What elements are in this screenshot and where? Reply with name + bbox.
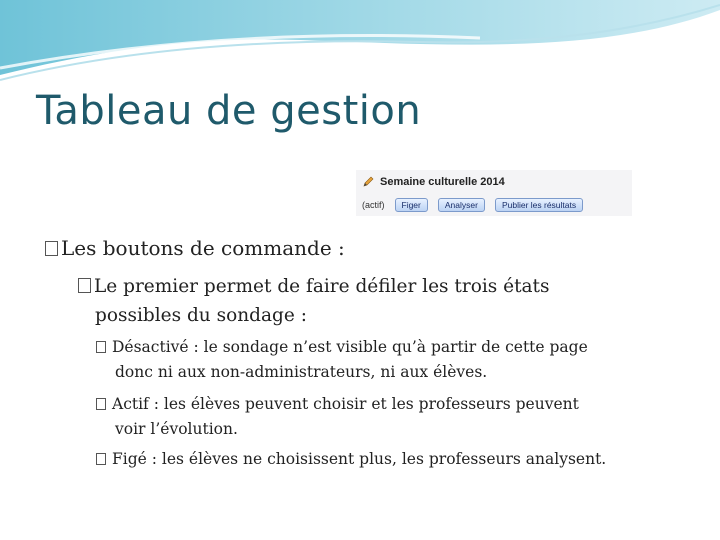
poll-controls bbox=[362, 198, 583, 212]
bullet-1-text: Les boutons de commande : bbox=[61, 236, 345, 260]
bullet-1 bbox=[45, 236, 345, 260]
bullet-3-text-line1: Désactivé : le sondage n’est visible qu’à partir de cette page bbox=[112, 338, 588, 356]
bullet-2-text-line2: possibles du sondage : bbox=[95, 305, 307, 326]
bullet-5 bbox=[96, 450, 606, 468]
square-bullet-icon bbox=[78, 278, 91, 293]
slide-title: Tableau de gestion bbox=[36, 88, 422, 134]
bullet-3-text-line2: donc ni aux non-administrateurs, ni aux élèves. bbox=[115, 363, 488, 381]
publish-results-button[interactable]: Publier les résultats bbox=[495, 198, 583, 212]
square-bullet-icon bbox=[96, 453, 106, 465]
poll-status: (actif) bbox=[362, 200, 385, 210]
poll-title-row bbox=[362, 174, 505, 190]
bullet-5-text: Figé : les élèves ne choisissent plus, les professeurs analysent. bbox=[112, 450, 607, 468]
header-wave-decoration bbox=[0, 0, 720, 90]
bullet-4-text-line1: Actif : les élèves peuvent choisir et les professeurs peuvent bbox=[112, 395, 579, 413]
bullet-4-text-line2: voir l’évolution. bbox=[115, 420, 238, 438]
square-bullet-icon bbox=[96, 398, 106, 410]
bullet-2 bbox=[78, 276, 549, 297]
admin-screenshot bbox=[356, 170, 632, 216]
square-bullet-icon bbox=[96, 341, 106, 353]
bullet-4 bbox=[96, 395, 579, 413]
freeze-button[interactable]: Figer bbox=[395, 198, 428, 212]
analyze-button[interactable]: Analyser bbox=[438, 198, 485, 212]
square-bullet-icon bbox=[45, 241, 58, 256]
bullet-2-text-line1: Le premier permet de faire défiler les trois états bbox=[94, 276, 550, 297]
bullet-3 bbox=[96, 338, 588, 356]
pencil-icon bbox=[362, 176, 374, 188]
poll-title: Semaine culturelle 2014 bbox=[380, 176, 505, 188]
